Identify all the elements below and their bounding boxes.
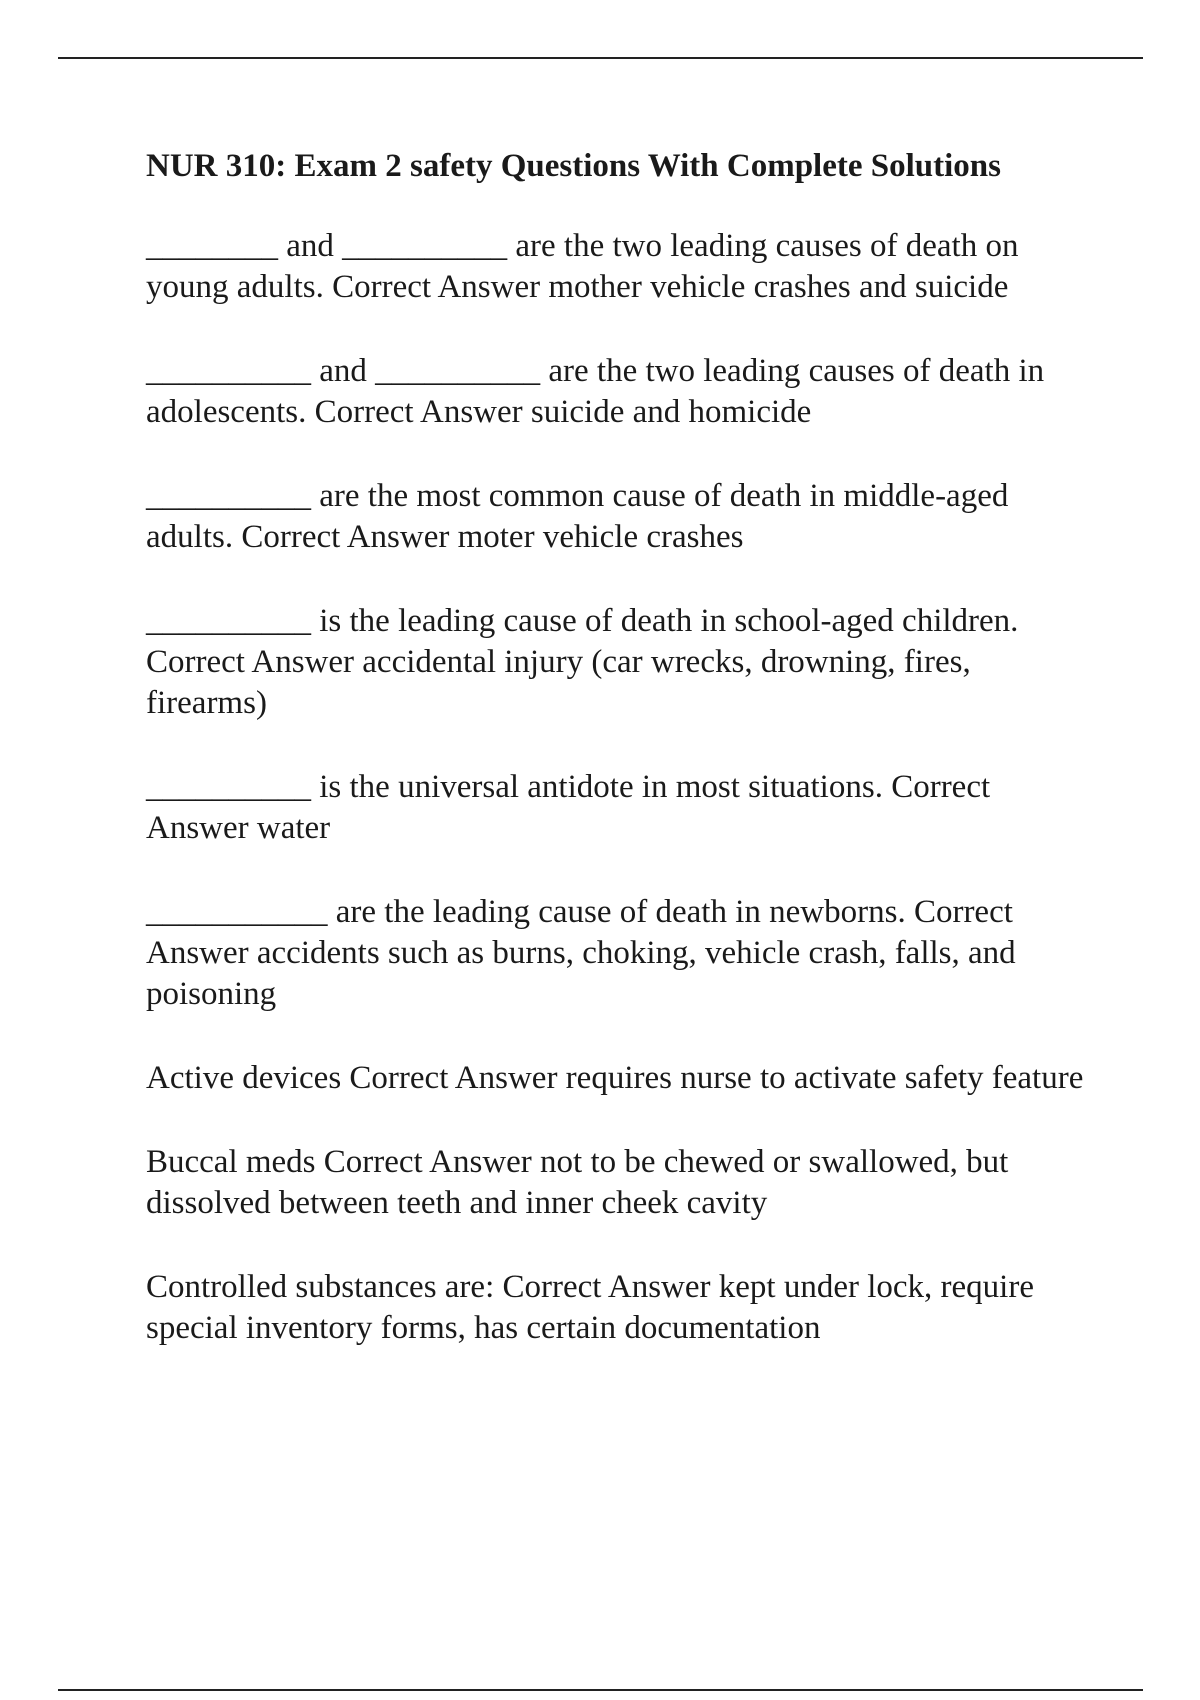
qa-item: __________ and __________ are the two leading causes of death in adolescents. Correct Answer suicide and homicide	[146, 353, 1045, 430]
qa-item: __________ is the universal antidote in most situations. Correct Answer water	[146, 769, 991, 846]
top-rule	[58, 57, 1143, 59]
document-title: NUR 310: Exam 2 safety Questions With Complete Solutions	[146, 148, 1001, 184]
qa-item: Buccal meds Correct Answer not to be chewed or swallowed, but dissolved between teeth and inner cheek cavity	[146, 1144, 1009, 1221]
qa-item: ________ and __________ are the two leading causes of death on young adults. Correct Answer mother vehicle crashes and suicide	[146, 228, 1019, 305]
qa-item: __________ are the most common cause of death in middle-aged adults. Correct Answer moter vehicle crashes	[146, 478, 1009, 555]
bottom-rule	[58, 1689, 1143, 1691]
document-body	[146, 146, 1086, 1392]
qa-item: ___________ are the leading cause of death in newborns. Correct Answer accidents such as burns, choking, vehicle crash, falls, and poisoning	[146, 894, 1016, 1012]
qa-item: __________ is the leading cause of death in school-aged children. Correct Answer accidental injury (car wrecks, drowning, fires, firearms)	[146, 603, 1019, 721]
qa-item: Active devices Correct Answer requires nurse to activate safety feature	[146, 1060, 1084, 1096]
qa-item: Controlled substances are: Correct Answer kept under lock, require special inventory forms, has certain documentation	[146, 1269, 1034, 1346]
